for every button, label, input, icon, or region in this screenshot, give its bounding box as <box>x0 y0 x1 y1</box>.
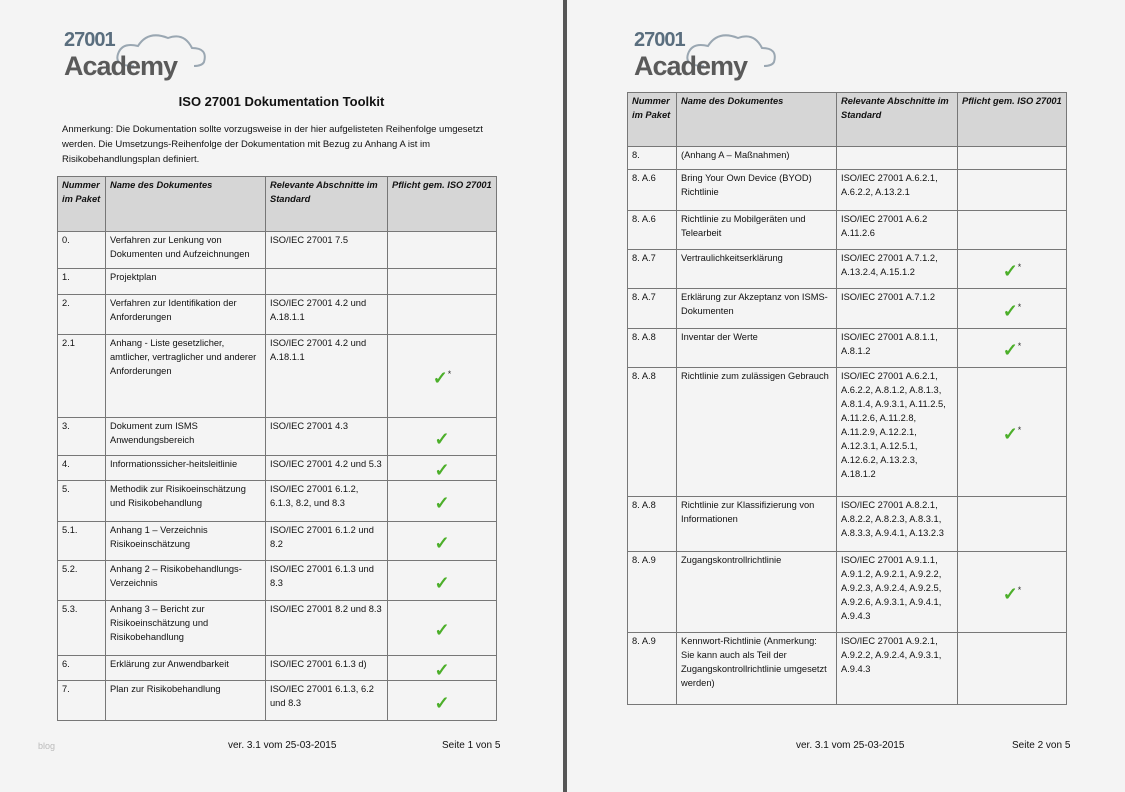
cell-nr: 8. A.9 <box>628 633 677 705</box>
checkmark-icon: ✓ <box>1002 584 1018 604</box>
footer-page: Seite 2 von 5 <box>1012 740 1071 751</box>
cell-name: Dokument zum ISMS Anwendungsbereich <box>106 418 266 456</box>
academy-logo <box>64 30 224 82</box>
cell-std: ISO/IEC 27001 4.3 <box>266 418 388 456</box>
page-2 <box>567 0 1125 792</box>
cell-name: Inventar der Werte <box>677 329 837 368</box>
checkmark-icon: ✓ <box>434 460 450 480</box>
column-header: Name des Dokumentes <box>677 93 837 147</box>
column-header: Relevante Abschnitte im Standard <box>266 177 388 232</box>
table-row <box>58 656 497 681</box>
table-row <box>58 561 497 601</box>
checkmark-icon: ✓ <box>434 572 450 593</box>
cell-nr: 8. A.6 <box>628 170 677 211</box>
column-header: Nummer im Paket <box>58 177 106 232</box>
asterisk: * <box>1017 301 1022 312</box>
cell-name: Plan zur Risikobehandlung <box>106 681 266 721</box>
cell-std: ISO/IEC 27001 4.2 und A.18.1.1 <box>266 335 388 418</box>
table-row <box>628 552 1067 633</box>
cell-name: Anhang - Liste gesetzlicher, amtlicher, vertraglicher und anderer Anforderungen <box>106 335 266 418</box>
cell-nr: 6. <box>58 656 106 681</box>
intro-note: Anmerkung: Die Dokumentation sollte vorzugsweise in der hier aufgelisteten Reihenfolge umgesetzt werden. Die Umsetzungs-Reihenfolge der Dokumentation mit Bezug zu Anhang A ist im Risikobehandlungsplan definiert. <box>62 124 483 165</box>
checkmark-icon: ✓ <box>1002 300 1018 321</box>
mandatory-cell <box>958 250 1067 289</box>
cell-name: Richtlinie zum zulässigen Gebrauch <box>677 368 837 497</box>
column-header: Name des Dokumentes <box>106 177 266 232</box>
cell-std: ISO/IEC 27001 A.8.2.1, A.8.2.2, A.8.2.3, A.8.3.1, A.8.3.3, A.9.4.1, A.13.2.3 <box>837 497 958 552</box>
checkmark-icon: ✓ <box>434 493 450 513</box>
mandatory-cell <box>388 681 497 721</box>
cell-nr: 8. A.7 <box>628 250 677 289</box>
checkmark-icon: ✓ <box>434 620 450 640</box>
table-row <box>58 269 497 295</box>
cell-std: ISO/IEC 27001 6.1.2, 6.1.3, 8.2, und 8.3 <box>266 481 388 522</box>
table-row <box>628 633 1067 705</box>
logo-line2: Academy <box>634 51 748 81</box>
cell-nr: 5.2. <box>58 561 106 601</box>
asterisk: * <box>1017 425 1022 435</box>
mandatory-cell <box>388 418 497 456</box>
mandatory-cell <box>388 232 497 269</box>
page-title: ISO 27001 Dokumentation Toolkit <box>178 94 385 109</box>
table-row <box>58 418 497 456</box>
table-row <box>628 250 1067 289</box>
cell-nr: 2.1 <box>58 335 106 418</box>
cell-nr: 0. <box>58 232 106 269</box>
table-row <box>628 147 1067 170</box>
checkmark-icon: ✓ <box>434 533 450 553</box>
column-header: Pflicht gem. ISO 27001 <box>958 93 1067 147</box>
cell-name: Anhang 1 – Verzeichnis Risikoeinschätzung <box>106 522 266 561</box>
cell-std <box>266 269 388 295</box>
table-row <box>628 211 1067 250</box>
mandatory-cell <box>388 269 497 295</box>
mandatory-cell <box>388 295 497 335</box>
mandatory-cell <box>388 456 497 481</box>
cell-std: ISO/IEC 27001 8.2 und 8.3 <box>266 601 388 656</box>
logo-line2: Academy <box>64 51 178 81</box>
mandatory-cell <box>958 147 1067 170</box>
cell-nr: 5.3. <box>58 601 106 656</box>
asterisk: * <box>1017 262 1022 272</box>
cell-name: Informationssicher-heitsleitlinie <box>106 456 266 481</box>
table-row <box>58 232 497 269</box>
cell-name: Zugangskontrollrichtlinie <box>677 552 837 633</box>
mandatory-cell <box>958 497 1067 552</box>
logo-line1: 27001 <box>634 29 685 51</box>
cell-name: Verfahren zur Lenkung von Dokumenten und Aufzeichnungen <box>106 232 266 269</box>
cell-std: ISO/IEC 27001 A.8.1.1, A.8.1.2 <box>837 329 958 368</box>
table-header-row <box>58 177 497 232</box>
cell-std: ISO/IEC 27001 A.6.2.1, A.6.2.2, A.13.2.1 <box>837 170 958 211</box>
table-row <box>628 329 1067 368</box>
cell-std: ISO/IEC 27001 A.9.2.1, A.9.2.2, A.9.2.4, A.9.3.1, A.9.4.3 <box>837 633 958 705</box>
checkmark-icon: ✓ <box>434 660 450 680</box>
cell-name: Verfahren zur Identifikation der Anforderungen <box>106 295 266 335</box>
cell-std: ISO/IEC 27001 7.5 <box>266 232 388 269</box>
mandatory-cell <box>958 170 1067 211</box>
cell-nr: 8. A.9 <box>628 552 677 633</box>
cell-name: Projektplan <box>106 269 266 295</box>
mandatory-cell <box>958 289 1067 329</box>
table-row <box>58 601 497 656</box>
column-header: Relevante Abschnitte im Standard <box>837 93 958 147</box>
table-row <box>628 170 1067 211</box>
cell-name: Kennwort-Richtlinie (Anmerkung: Sie kann auch als Teil der Zugangskontrollrichtlinie umgesetzt werden) <box>677 633 837 705</box>
cell-std: ISO/IEC 27001 6.1.3 d) <box>266 656 388 681</box>
mandatory-cell <box>388 481 497 522</box>
cell-nr: 5. <box>58 481 106 522</box>
cell-nr: 8. A.6 <box>628 211 677 250</box>
table-row <box>58 335 497 418</box>
logo-line1: 27001 <box>64 29 115 51</box>
cell-nr: 8. A.7 <box>628 289 677 329</box>
cell-std: ISO/IEC 27001 6.1.3 und 8.3 <box>266 561 388 601</box>
cell-name: Vertraulichkeitserklärung <box>677 250 837 289</box>
checkmark-icon: ✓ <box>1002 261 1018 281</box>
cell-name: Anhang 3 – Bericht zur Risikoeinschätzung und Risikobehandlung <box>106 601 266 656</box>
cell-nr: 3. <box>58 418 106 456</box>
table-row <box>58 481 497 522</box>
cell-name: (Anhang A – Maßnahmen) <box>677 147 837 170</box>
cell-std: ISO/IEC 27001 A.6.2.1, A.6.2.2, A.8.1.2, A.8.1.3, A.8.1.4, A.9.3.1, A.11.2.5, A.11.2.6, A.11.2.8, A.11.2.9, A.12.2.1, A.12.3.1, A.12.5.1, A.12.6.2, A.13.2.3, A.18.1.2 <box>837 368 958 497</box>
cell-std: ISO/IEC 27001 6.1.2 und 8.2 <box>266 522 388 561</box>
footer-version: ver. 3.1 vom 25-03-2015 <box>228 740 337 751</box>
checkmark-icon: ✓ <box>434 428 450 449</box>
checkmark-icon: ✓ <box>1002 340 1018 360</box>
watermark: blog <box>38 741 56 751</box>
asterisk: * <box>1017 341 1022 351</box>
table-row <box>628 497 1067 552</box>
cell-nr: 8. A.8 <box>628 329 677 368</box>
asterisk: * <box>447 369 452 379</box>
cell-name: Richtlinie zur Klassifizierung von Informationen <box>677 497 837 552</box>
cell-std: ISO/IEC 27001 A.6.2 A.11.2.6 <box>837 211 958 250</box>
cell-nr: 8. A.8 <box>628 497 677 552</box>
cell-std: ISO/IEC 27001 A.9.1.1, A.9.1.2, A.9.2.1, A.9.2.2, A.9.2.3, A.9.2.4, A.9.2.5, A.9.2.6, A.9.3.1, A.9.4.1, A.9.4.3 <box>837 552 958 633</box>
cell-nr: 5.1. <box>58 522 106 561</box>
checkmark-icon: ✓ <box>434 692 450 713</box>
mandatory-cell <box>388 601 497 656</box>
table-row <box>58 681 497 721</box>
mandatory-cell <box>958 211 1067 250</box>
table-header-row <box>628 93 1067 147</box>
mandatory-cell <box>388 522 497 561</box>
cell-std: ISO/IEC 27001 A.7.1.2 <box>837 289 958 329</box>
cell-name: Richtlinie zu Mobilgeräten und Telearbeit <box>677 211 837 250</box>
footer-page: Seite 1 von 5 <box>442 740 501 751</box>
table-row <box>58 456 497 481</box>
column-header: Nummer im Paket <box>628 93 677 147</box>
column-header: Pflicht gem. ISO 27001 <box>388 177 497 232</box>
mandatory-cell <box>958 633 1067 705</box>
cell-nr: 8. <box>628 147 677 170</box>
mandatory-cell <box>388 561 497 601</box>
cell-name: Anhang 2 – Risikobehandlungs-Verzeichnis <box>106 561 266 601</box>
cell-nr: 4. <box>58 456 106 481</box>
cell-std <box>837 147 958 170</box>
table-row <box>58 522 497 561</box>
document-table-2 <box>627 92 1067 705</box>
mandatory-cell <box>388 335 497 418</box>
asterisk: * <box>1017 585 1022 595</box>
mandatory-cell <box>958 329 1067 368</box>
cell-std: ISO/IEC 27001 A.7.1.2, A.13.2.4, A.15.1.2 <box>837 250 958 289</box>
mandatory-cell <box>388 656 497 681</box>
cell-nr: 2. <box>58 295 106 335</box>
mandatory-cell <box>958 368 1067 497</box>
cell-name: Methodik zur Risikoeinschätzung und Risikobehandlung <box>106 481 266 522</box>
table-row <box>628 289 1067 329</box>
mandatory-cell <box>958 552 1067 633</box>
table-row <box>58 295 497 335</box>
cell-nr: 8. A.8 <box>628 368 677 497</box>
cell-name: Bring Your Own Device (BYOD) Richtlinie <box>677 170 837 211</box>
cell-std: ISO/IEC 27001 6.1.3, 6.2 und 8.3 <box>266 681 388 721</box>
cell-nr: 7. <box>58 681 106 721</box>
cell-name: Erklärung zur Akzeptanz von ISMS-Dokumenten <box>677 289 837 329</box>
table-row <box>628 368 1067 497</box>
cell-std: ISO/IEC 27001 4.2 und 5.3 <box>266 456 388 481</box>
cell-std: ISO/IEC 27001 4.2 und A.18.1.1 <box>266 295 388 335</box>
checkmark-icon: ✓ <box>432 368 448 388</box>
academy-logo <box>634 30 794 82</box>
cell-nr: 1. <box>58 269 106 295</box>
footer-version: ver. 3.1 vom 25-03-2015 <box>796 740 905 751</box>
cell-name: Erklärung zur Anwendbarkeit <box>106 656 266 681</box>
checkmark-icon: ✓ <box>1002 424 1018 444</box>
document-table-1 <box>57 176 497 721</box>
